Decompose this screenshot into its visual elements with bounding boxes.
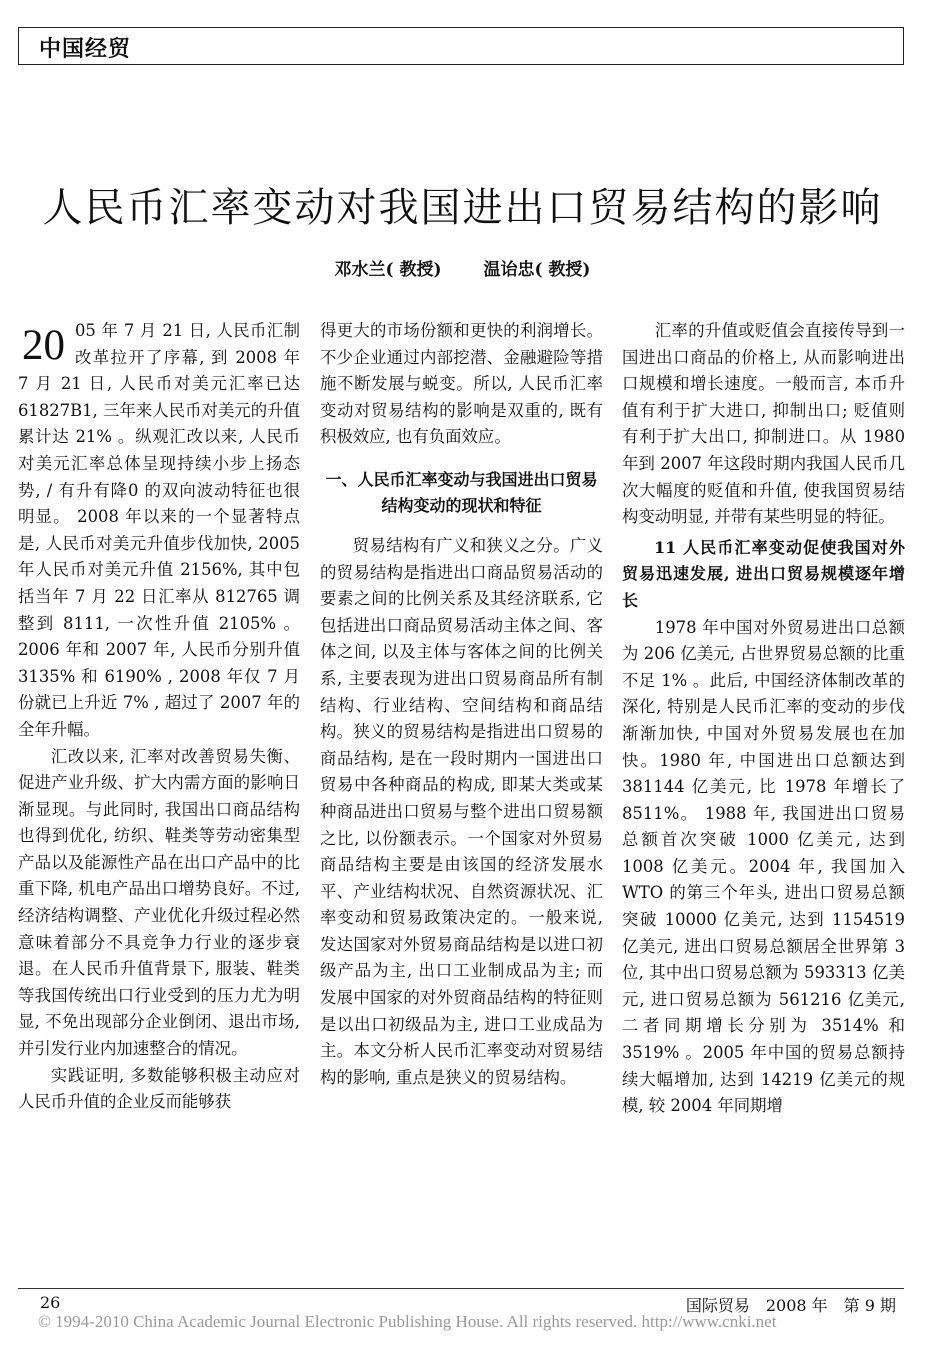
paragraph: 实践证明, 多数能够积极主动应对人民币升值的企业反而能够获 <box>18 1065 300 1112</box>
author-line <box>0 255 925 280</box>
paragraph: 1978 年中国对外贸易进出口总额为 206 亿美元, 占世界贸易总额的比重不足 1% 。此后, 中国经济体制改革的深化, 特别是人民币汇率的变动的步伐渐渐加快, 中国对外贸易发展也在加快。1980 年, 中国进出口总额达到 381144 亿美元, 比 1978 年增长了 8511%。 1988 年, 我国进出口贸易总额首次突破 1000 亿美元, 达到 1008 亿美元。2004 年, 我国加入 WTO 的第三个年头, 进出口贸易总额突破 10000 亿美元, 达到 1154519 亿美元, 进出口贸易总额居全世界第 3 位, 其中出口贸易总额为 593313 亿美元, 进口贸易总额为 561216 亿美元, 二者同期增长分别为 3514% 和 3519% 。2005 年中国的贸易总额持续大幅增加, 达到 14219 亿美元的规模, 较 2004 年同期增 <box>622 617 905 1116</box>
journal-issue: 国际贸易 2008 年 第 9 期 <box>685 1296 896 1315</box>
copyright-notice: © 1994-2010 China Academic Journal Electronic Publishing House. All rights reserved. http://www.cnki.net <box>38 1312 777 1331</box>
author-2: 温诒忠( 教授) <box>483 260 591 280</box>
section-header-box <box>18 27 904 65</box>
paragraph: 05 年 7 月 21 日, 人民币汇制改革拉开了序幕, 到 2008 年 7 月 21 日, 人民币对美元汇率已达 61827B1, 三年来人民币对美元的升值累计达 21% 。纵观汇改以来, 人民币对美元汇率总体呈现持续小步上扬态势, / 有升有降0 的双向波动特征也很明显。 2008 年以来的一个显著特点是, 人民币对美元升值步伐加快, 2005 年人民币对美元升值 2156%, 其中包括当年 7 月 22 日汇率从 812765 调整到 8111, 一次性升值 2105% 。2006 年和 2007 年, 人民币分别升值 3135% 和 6190% , 2008 年仅 7 月份就已上升近 7% , 超过了 2007 年的全年升幅。 <box>18 321 300 739</box>
page-number: 26 <box>40 1293 61 1312</box>
column-3 <box>622 318 905 1120</box>
subsection-heading: 11 人民币汇率变动促使我国对外贸易迅速发展, 进出口贸易规模逐年增长 <box>622 537 905 610</box>
section-heading: 一、人民币汇率变动与我国进出口贸易结构变动的现状和特征 <box>325 469 598 515</box>
drop-cap: 20 <box>22 322 65 369</box>
article-title: 人民币汇率变动对我国进出口贸易结构的影响 <box>42 185 883 231</box>
paragraph: 得更大的市场份额和更快的利润增长。不少企业通过内部挖潜、金融避险等措施不断发展与蜕变。所以, 人民币汇率变动对贸易结构的影响是双重的, 既有积极效应, 也有负面效应。 <box>320 321 603 447</box>
footer-rule <box>18 1288 904 1289</box>
section-label: 中国经贸 <box>39 37 132 62</box>
paragraph: 汇改以来, 汇率对改善贸易失衡、促进产业升级、扩大内需方面的影响日渐显现。与此同时, 我国出口商品结构也得到优化, 纺织、鞋类等劳动密集型产品以及能源性产品在出口产品中的比重下降, 机电产品出口增势良好。不过, 经济结构调整、产业优化升级过程必然意味着部分不具竞争力行业的逐步衰退。在人民币升值背景下, 服装、鞋类等我国传统出口行业受到的压力尤为明显, 不免出现部分企业倒闭、退出市场, 并引发行业内加速整合的情况。 <box>18 746 300 1059</box>
author-1: 邓水兰( 教授) <box>334 260 442 280</box>
column-2 <box>320 318 603 1091</box>
paragraph: 汇率的升值或贬值会直接传导到一国进出口商品的价格上, 从而影响进出口规模和增长速度。一般而言, 本币升值有利于扩大进口, 抑制出口; 贬值则有利于扩大出口, 抑制进口。从 1980 年到 2007 年这段时期内我国人民币几次大幅度的贬值和升值, 使我国贸易结构变动明显, 并带有某些明显的特征。 <box>622 321 905 527</box>
column-1 <box>18 318 300 1116</box>
paragraph: 贸易结构有广义和狭义之分。广义的贸易结构是指进出口商品贸易活动的要素之间的比例关系及其经济联系, 它包括进出口商品贸易活动主体之间、客体之间, 以及主体与客体之间的比例关系, 主要表现为进出口贸易商品所有制结构、行业结构、空间结构和商品结构。狭义的贸易结构是指进出口贸易的商品结构, 是在一段时期内一国进出口贸易中各种商品的构成, 即某大类或某种商品进出口贸易与整个进出口贸易额之比, 以份额表示。一个国家对外贸易商品结构主要是由该国的经济发展水平、产业结构状况、自然资源状况、汇率变动和贸易政策决定的。一般来说, 发达国家对外贸易商品结构是以进口初级产品为主, 出口工业制成品为主; 而发展中国家的对外贸商品结构的特征则是以出口初级品为主, 进口工业成品为主。本文分析人民币汇率变动对贸易结构的影响, 重点是狭义的贸易结构。 <box>320 535 603 1087</box>
